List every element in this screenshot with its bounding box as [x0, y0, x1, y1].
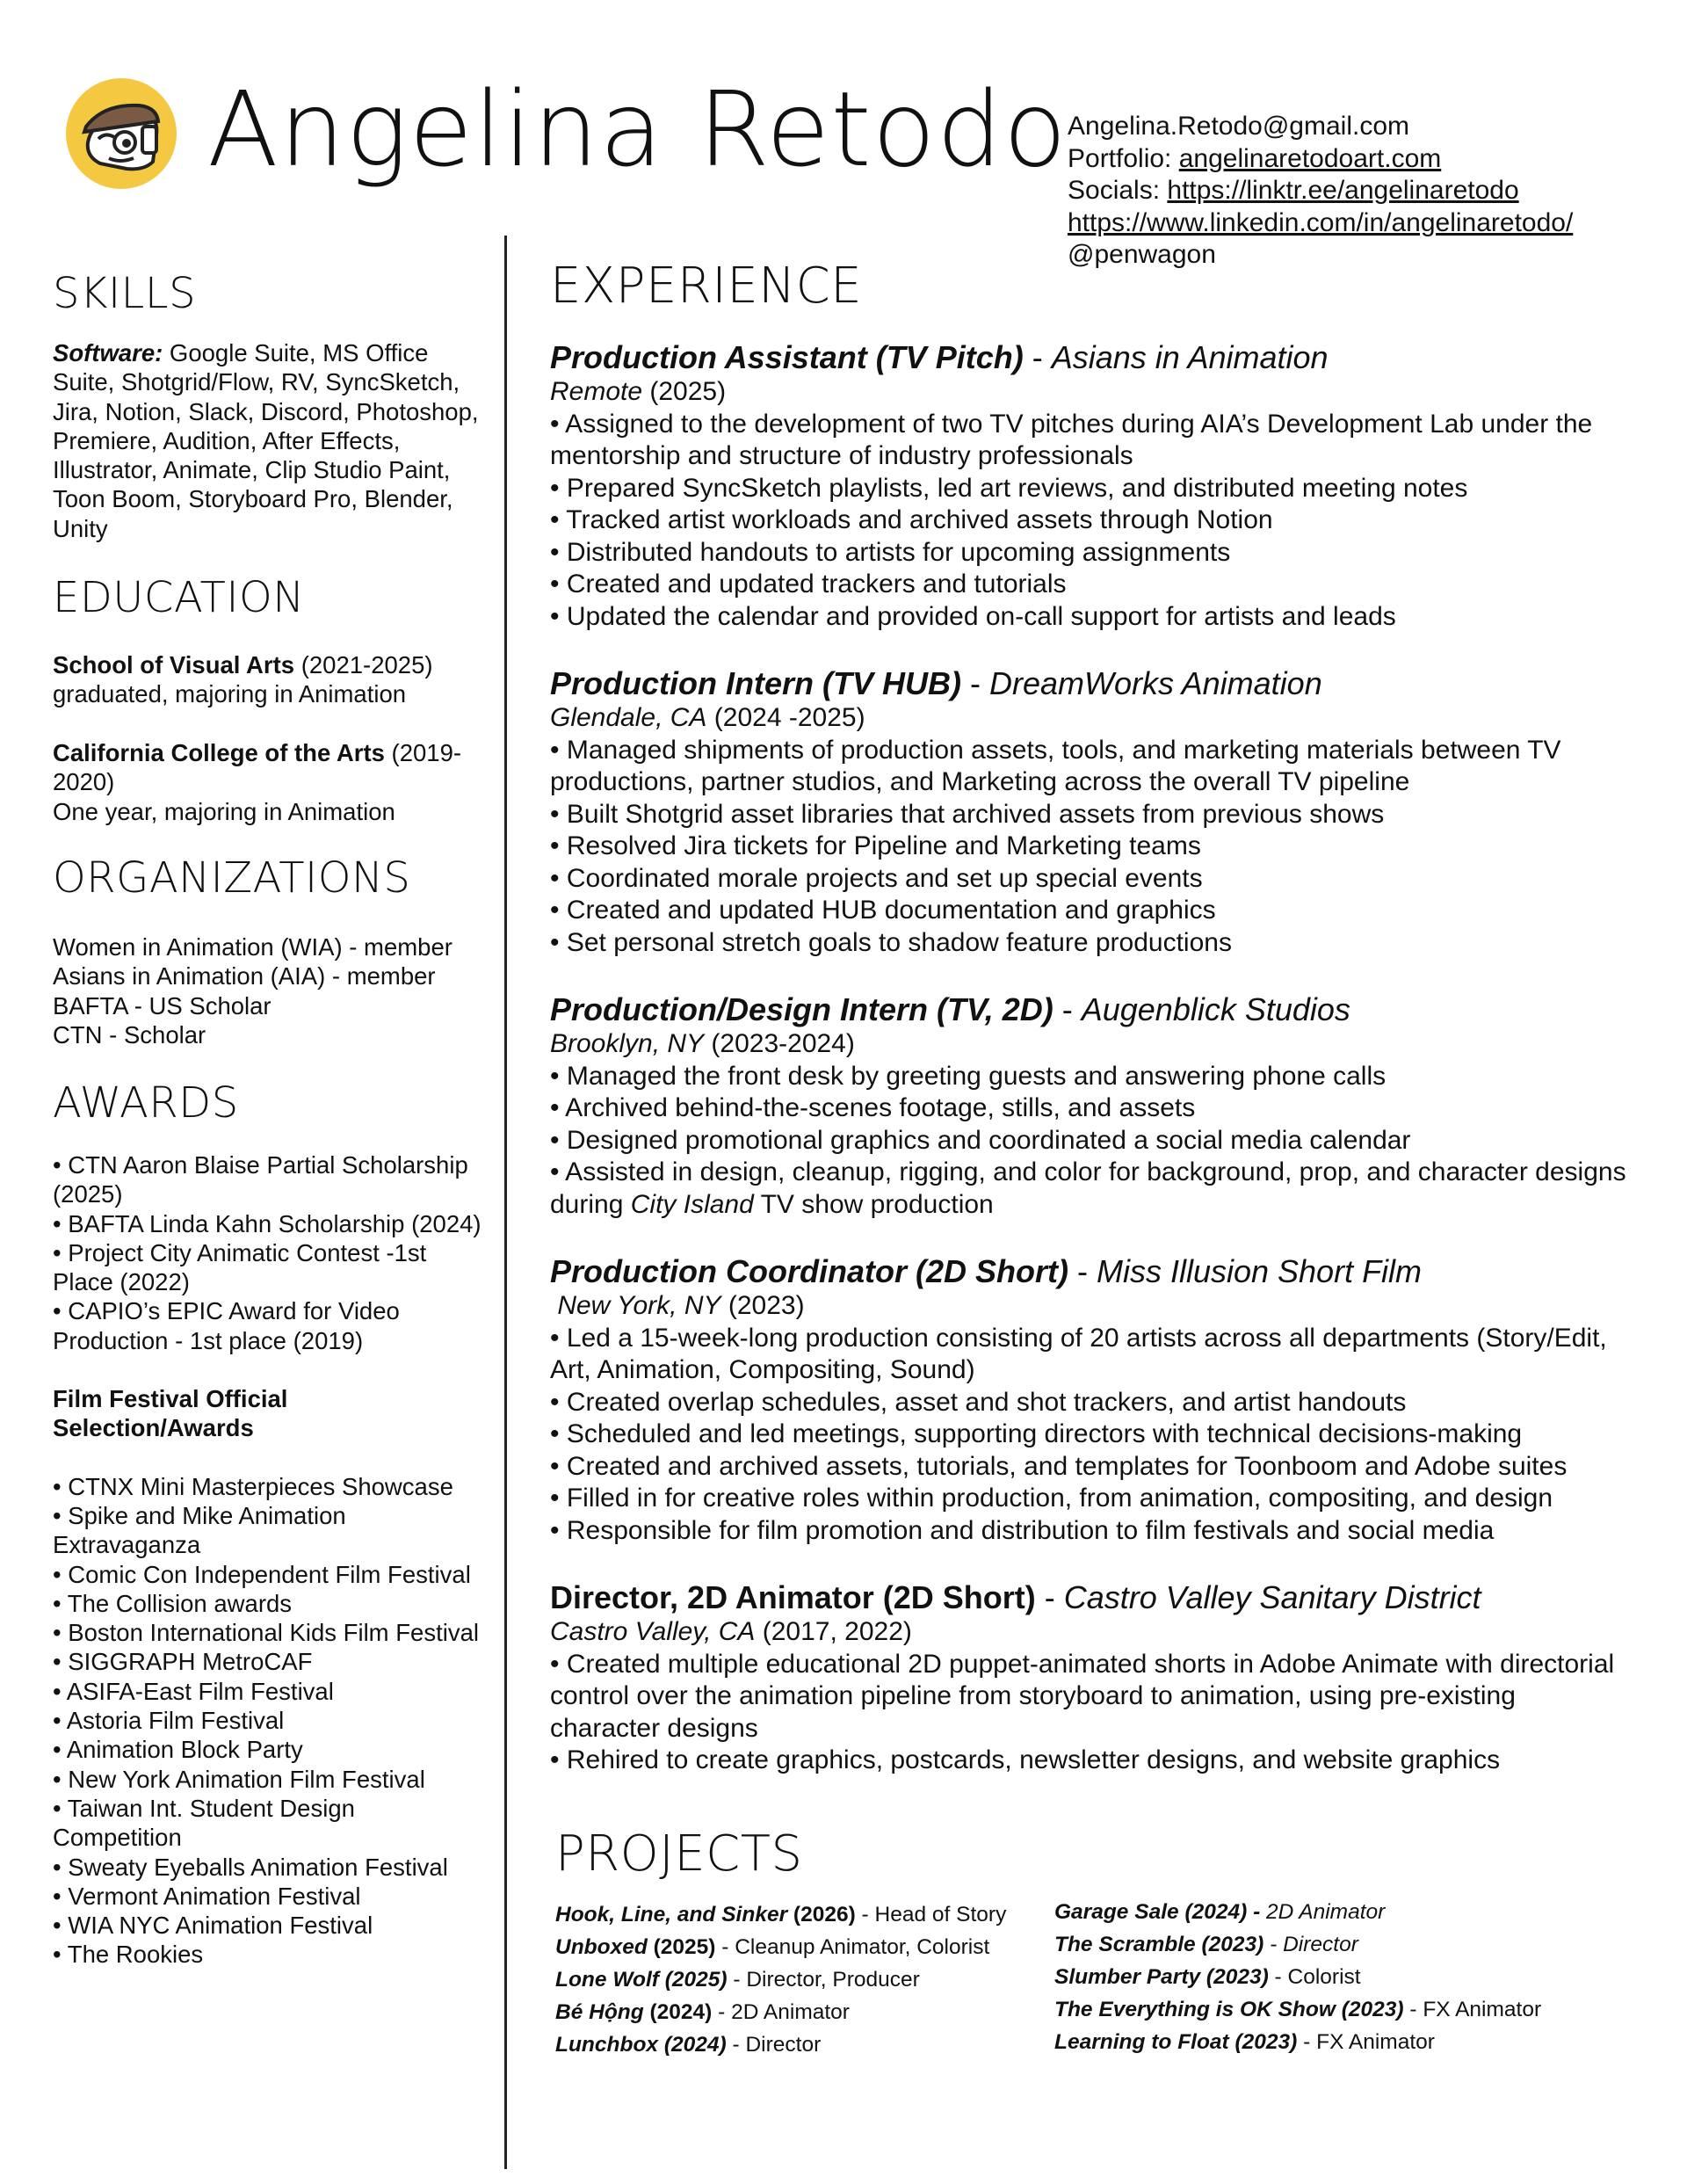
bullet: • Built Shotgrid asset libraries that archived assets from previous shows — [550, 799, 1385, 829]
job-role: Production/Design Intern (TV, 2D) — [550, 991, 1053, 1027]
projects-heading: PROJECTS — [555, 1825, 803, 1883]
project-name: Garage Sale (2024) - — [1054, 1900, 1261, 1924]
project-role: 2D Animator — [1260, 1900, 1386, 1924]
projects-left — [555, 1898, 1006, 2061]
project-item — [1054, 1961, 1541, 1993]
experience-list — [550, 339, 1631, 1810]
job-location — [550, 1290, 1631, 1323]
linkedin-link[interactable]: https://www.linkedin.com/in/angelinaretodo/ — [1068, 207, 1574, 237]
job-location — [550, 376, 1631, 409]
list-item: • Vermont Animation Festival — [53, 1882, 361, 1910]
separator: - — [960, 665, 989, 701]
education-item — [53, 738, 483, 826]
list-item: • WIA NYC Animation Festival — [53, 1912, 373, 1940]
bullet: • Created and archived assets, tutorials, and templates for Toonboom and Adobe suites — [550, 1451, 1568, 1481]
festival-heading: Film Festival Official Selection/Awards — [53, 1385, 288, 1442]
socials-label: Socials: — [1068, 176, 1168, 205]
list-item: • Project City Animatic Contest -1st Place (2022) — [53, 1238, 427, 1296]
project-role: - 2D Animator — [712, 2000, 850, 2024]
list-item: • Boston International Kids Film Festival — [53, 1619, 479, 1647]
skills-body — [53, 338, 483, 543]
project-name: Slumber Party (2023) — [1054, 1965, 1269, 1989]
project-role: - FX Animator — [1297, 2030, 1435, 2054]
list-item: • Comic Con Independent Film Festival — [53, 1560, 471, 1588]
school-detail: graduated, majoring in Animation — [53, 680, 407, 708]
project-item — [555, 1898, 1006, 1931]
column-divider — [504, 236, 507, 2169]
bullet: • Rehired to create graphics, postcards, newsletter designs, and website graphics — [550, 1745, 1501, 1774]
avatar-illustration — [65, 77, 177, 190]
job-entry — [550, 1253, 1631, 1547]
bullet: • Created multiple educational 2D puppet-animated shorts in Adobe Animate with directorial control over the animation pipeline from storyboard to animation, using pre-existing character designs — [550, 1649, 1615, 1743]
job-entry — [550, 991, 1631, 1221]
project-item — [1054, 1928, 1541, 1961]
bullet: • Managed shipments of production assets, tools, and marketing materials between TV productions, partner studios, and Marketing across the overall TV pipeline — [550, 735, 1561, 796]
job-entry — [550, 1579, 1631, 1777]
job-entry — [550, 339, 1631, 633]
list-item: • CTN Aaron Blaise Partial Scholarship (2025) — [53, 1151, 468, 1208]
bullet: • Scheduled and led meetings, supporting directors with technical decisions-making — [550, 1419, 1523, 1448]
candidate-name: Angelina Retodo — [207, 69, 1068, 190]
project-item — [555, 1963, 1006, 1996]
project-role: - Director — [726, 2033, 822, 2057]
job-years: (2017, 2022) — [755, 1617, 912, 1646]
list-item: • SIGGRAPH MetroCAF — [53, 1648, 313, 1676]
skills-heading: SKILLS — [53, 269, 197, 318]
project-name: The Scramble (2023) — [1054, 1933, 1264, 1956]
job-place: Brooklyn, NY — [550, 1029, 705, 1058]
awards-heading: AWARDS — [53, 1078, 239, 1128]
bullet: • Responsible for film promotion and distribution to film festivals and social media — [550, 1515, 1495, 1545]
job-bullets — [550, 1061, 1631, 1222]
school-detail: One year, majoring in Animation — [53, 797, 395, 825]
separator: - — [1023, 339, 1052, 375]
list-item: • CTNX Mini Masterpieces Showcase — [53, 1472, 453, 1500]
project-item — [1054, 2026, 1541, 2058]
job-title-line — [550, 991, 1631, 1028]
experience-heading: EXPERIENCE — [550, 258, 863, 315]
list-item: • Sweaty Eyeballs Animation Festival — [53, 1853, 448, 1881]
bullet: • Resolved Jira tickets for Pipeline and Marketing teams — [550, 831, 1201, 860]
project-role: - Cleanup Animator, Colorist — [715, 1935, 990, 1959]
organizations-heading: ORGANIZATIONS — [53, 853, 411, 903]
bullet: • Updated the calendar and provided on-call support for artists and leads — [550, 601, 1396, 631]
email[interactable]: Angelina.Retodo@gmail.com — [1068, 112, 1409, 141]
bullet: • Archived behind-the-scenes footage, stills, and assets — [550, 1093, 1196, 1122]
project-year: (2026) — [787, 1903, 856, 1926]
job-company: Miss Illusion Short Film — [1096, 1253, 1423, 1289]
job-location — [550, 1616, 1631, 1649]
software-list: Google Suite, MS Office Suite, Shotgrid/Flow, RV, SyncSketch, Jira, Notion, Slack, Discord, Photoshop, Premiere, Audition, After Effects, Illustrator, Animate, Clip Studio Paint, Toon Boom, Storyboard Pro, Blender, Unity — [53, 339, 479, 542]
portfolio-link[interactable]: angelinaretodoart.com — [1178, 143, 1442, 173]
bullet: • Led a 15-week-long production consisting of 20 artists across all departments (Story/Edit, Art, Animation, Compositing, Sound) — [550, 1323, 1607, 1384]
job-bullets — [550, 1323, 1631, 1548]
job-years: (2025) — [642, 377, 727, 406]
project-item — [555, 1931, 1006, 1963]
job-company: DreamWorks Animation — [988, 665, 1322, 701]
list-item: Asians in Animation (AIA) - member — [53, 962, 436, 990]
portfolio-label: Portfolio: — [1068, 143, 1179, 173]
bullet-text: TV show production — [753, 1189, 994, 1219]
project-year: (2024) — [643, 2000, 713, 2024]
bullet: • Prepared SyncSketch playlists, led art reviews, and distributed meeting notes — [550, 473, 1468, 503]
job-role: Production Assistant (TV Pitch) — [550, 339, 1024, 375]
job-place: New York, NY — [550, 1291, 721, 1320]
job-place: Castro Valley, CA — [550, 1617, 756, 1646]
bullet: • Filled in for creative roles within production, from animation, compositing, and design — [550, 1484, 1553, 1513]
bullet — [550, 1157, 1631, 1221]
job-role: Production Intern (TV HUB) — [550, 665, 961, 701]
social-handle: @penwagon — [1068, 240, 1216, 269]
awards-list — [53, 1150, 483, 1970]
list-item: • ASIFA-East Film Festival — [53, 1677, 334, 1705]
portfolio-line — [1068, 143, 1573, 176]
project-name: Unboxed — [555, 1935, 648, 1959]
job-place: Remote — [550, 377, 643, 406]
job-title-line — [550, 339, 1631, 376]
bullet: • Coordinated morale projects and set up special events — [550, 863, 1203, 893]
project-role: - Director, Producer — [727, 1968, 920, 1992]
project-item — [555, 1996, 1006, 2028]
job-role: Production Coordinator (2D Short) — [550, 1253, 1068, 1289]
job-title-line — [550, 1579, 1631, 1616]
project-name: The Everything is OK Show (2023) — [1054, 1998, 1404, 2021]
school-years: (2019-2020) — [53, 739, 462, 796]
education-heading: EDUCATION — [53, 573, 305, 622]
bullet-text: • Assisted in design, cleanup, rigging, and color for background, prop, and character designs during — [550, 1157, 1626, 1219]
project-name: Learning to Float (2023) — [1054, 2030, 1298, 2054]
software-label: Software: — [53, 339, 163, 366]
socials-line — [1068, 175, 1573, 207]
job-place: Glendale, CA — [550, 703, 707, 732]
list-item: Women in Animation (WIA) - member — [53, 933, 453, 961]
bullet: • Created overlap schedules, asset and shot trackers, and artist handouts — [550, 1387, 1407, 1417]
school-years: (2021-2025) — [294, 651, 433, 678]
list-item: • New York Animation Film Festival — [53, 1765, 425, 1793]
bullet: • Tracked artist workloads and archived assets through Notion — [550, 505, 1273, 534]
list-item: • The Rookies — [53, 1941, 204, 1969]
list-item: • The Collision awards — [53, 1589, 293, 1617]
job-bullets — [550, 735, 1631, 960]
job-company: Augenblick Studios — [1081, 991, 1350, 1027]
bullet: • Designed promotional graphics and coordinated a social media calendar — [550, 1125, 1411, 1155]
job-location — [550, 702, 1631, 735]
job-title-line — [550, 665, 1631, 702]
show-title: City Island — [630, 1189, 754, 1219]
bullet: • Set personal stretch goals to shadow feature productions — [550, 927, 1232, 957]
bullet: • Created and updated trackers and tutorials — [550, 570, 1067, 599]
project-item — [555, 2028, 1006, 2061]
project-role: - Colorist — [1268, 1965, 1361, 1989]
project-name: Hook, Line, and Sinker — [555, 1903, 788, 1926]
separator: - — [1053, 991, 1082, 1027]
separator: - — [1035, 1579, 1064, 1615]
list-item: • Astoria Film Festival — [53, 1707, 285, 1735]
job-bullets — [550, 1649, 1631, 1777]
education-item — [53, 650, 483, 709]
list-item: • BAFTA Linda Kahn Scholarship (2024) — [53, 1209, 481, 1237]
job-years: (2023) — [720, 1291, 805, 1320]
job-years: (2024 -2025) — [706, 703, 865, 732]
job-company: Castro Valley Sanitary District — [1063, 1579, 1481, 1615]
avatar — [65, 77, 177, 190]
job-company: Asians in Animation — [1051, 339, 1329, 375]
list-item: • Animation Block Party — [53, 1736, 303, 1764]
job-location — [550, 1028, 1631, 1061]
job-entry — [550, 665, 1631, 959]
list-item: CTN - Scholar — [53, 1020, 206, 1048]
bullet: • Assigned to the development of two TV pitches during AIA’s Development Lab under the mentorship and structure of industry professionals — [550, 409, 1593, 470]
list-item: • Spike and Mike Animation Extravaganza — [53, 1501, 346, 1559]
list-item: • Taiwan Int. Student Design Competition — [53, 1794, 355, 1852]
school-name: School of Visual Arts — [53, 651, 295, 678]
bullet: • Managed the front desk by greeting guests and answering phone calls — [550, 1061, 1387, 1091]
project-role: - FX Animator — [1403, 1998, 1542, 2021]
job-title-line — [550, 1253, 1631, 1290]
job-years: (2023-2024) — [704, 1029, 855, 1058]
projects-right — [1054, 1896, 1541, 2058]
bullet: • Created and updated HUB documentation and graphics — [550, 896, 1216, 925]
linkedin-line — [1068, 207, 1573, 240]
project-item — [1054, 1993, 1541, 2026]
project-role: - Head of Story — [855, 1903, 1007, 1926]
project-item — [1054, 1896, 1541, 1928]
list-item: BAFTA - US Scholar — [53, 991, 272, 1019]
job-bullets — [550, 409, 1631, 634]
bullet: • Distributed handouts to artists for upcoming assignments — [550, 537, 1231, 567]
project-role: - Director — [1263, 1933, 1358, 1956]
school-name: California College of the Arts — [53, 739, 385, 766]
socials-link[interactable]: https://linktr.ee/angelinaretodo — [1167, 176, 1519, 205]
organizations-list — [53, 932, 483, 1049]
project-year: (2025) — [647, 1935, 716, 1959]
project-name: Lone Wolf (2025) — [555, 1968, 728, 1992]
contact-block — [1068, 111, 1573, 272]
project-name: Bé Hộng — [555, 2000, 644, 2024]
project-name: Lunchbox (2024) — [555, 2033, 727, 2057]
list-item: • CAPIO’s EPIC Award for Video Production - 1st place (2019) — [53, 1297, 400, 1354]
separator: - — [1068, 1253, 1097, 1289]
job-role: Director, 2D Animator (2D Short) — [550, 1579, 1036, 1615]
